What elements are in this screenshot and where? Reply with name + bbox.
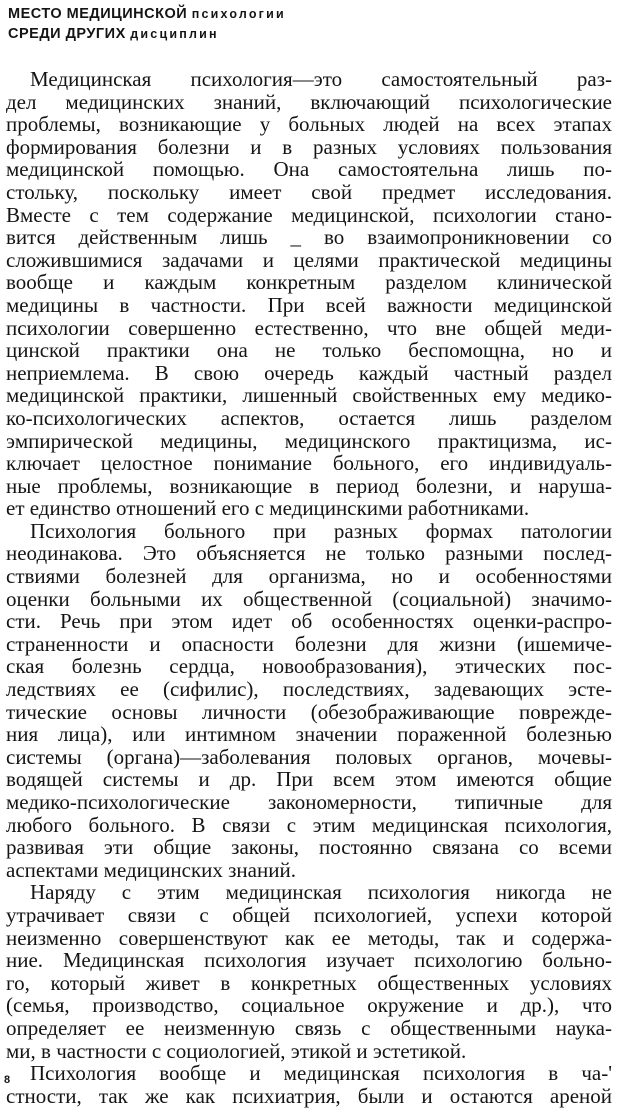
text-line: медицинской практики, лишенный свойственных ему медико- [6,383,612,408]
text-line: ствиями болезней для организма, но и особенностями [6,564,612,589]
text-line: медико-психологические закономерности, типичные для [6,790,612,814]
paragraph [6,68,612,520]
heading-line-1-small: психологии [191,7,286,21]
text-line: ледствиях ее (сифилис), последствиях, задевающих эсте- [6,677,612,702]
paragraph [6,1062,612,1107]
text-line: Наряду с этим медицинская психология никогда не [30,880,612,905]
page-number: 8 [4,1074,11,1086]
text-line: стольку, поскольку имеет свой предмет исследования. [6,179,612,204]
text-line: ние. Медицинская психология изучает психологию больно- [6,948,612,973]
heading-line-1-caps: МЕСТО МЕДИЦИНСКОЙ [8,6,188,22]
text-line: Психология вообще и медицинская психология в ча-' [30,1061,612,1086]
text-line: оценки больными их общественной (социальной) значимо- [6,586,612,611]
text-line: дел медицинских знаний, включающий психологические [6,89,612,114]
text-line: психологии совершенно естественно, что вне общей меди- [6,315,612,340]
text-line: формирования болезни и в разных условиях пользования [6,134,612,159]
text-line: вится действенным лишь _ во взаимопроникновении со [6,225,612,250]
text-line: проблемы, возникающие у больных людей на всех этапах [6,112,612,137]
body-text [6,68,612,1107]
text-line: ская болезнь сердца, новообразования), этических пос- [6,654,612,679]
text-line: Медицинская психология—это самостоятельный раз- [30,67,612,91]
text-line: вообще и каждым конкретным разделом клинической [6,270,612,295]
text-line: Вместе с тем содержание медицинской, психологии стано- [6,202,612,227]
text-line: ми, в частности с социологией, этикой и эстетикой. [6,1038,467,1063]
text-line: водящей системы и др. При всем этом имеются общие [6,767,612,792]
text-line: сложившимися задачами и целями практической медицины [6,247,612,272]
heading-line-1 [8,4,608,24]
text-line: го, который живет в конкретных общественных условиях [6,970,612,995]
text-line: любого больного. В связи с этим медицинская психология, [6,812,612,837]
heading-line-2 [8,24,608,44]
paragraph [6,520,612,882]
text-line: эмпирической медицины, медицинского практицизма, ис- [6,428,612,453]
text-line: аспектами медицинских знаний. [6,857,296,882]
text-line: неизменно совершенствуют как ее методы, так и содержа- [6,925,612,950]
text-line: тические основы личности (обезображивающие поврежде- [6,699,612,724]
paragraph [6,881,612,1062]
text-line: ет единство отношений его с медицинскими работниками. [6,496,530,521]
text-line: медицинской помощью. Она самостоятельна лишь по- [6,157,612,182]
text-line: ные проблемы, возникающие в период болезни, и наруша- [6,473,612,498]
text-line: утрачивает связи с общей психологией, успехи которой [6,902,612,927]
text-line: страненности и опасности болезни для жизни (ишемиче- [6,631,612,656]
text-line: неприемлема. В свою очередь каждый частный раздел [6,360,612,385]
text-line: сти. Речь при этом идет об особенностях оценки-распро- [6,609,612,634]
text-line: ключает целостное понимание больного, его индивидуаль- [6,451,612,476]
section-heading [8,4,608,44]
text-line: развивая эти общие законы, постоянно связана со всеми [6,835,612,860]
text-line: Психология больного при разных формах патологии [30,518,612,543]
text-line: (семья, производство, социальное окружение и др.), что [6,993,612,1018]
text-line: стности, так же как психиатрия, были и остаются ареной [6,1083,612,1108]
text-line: цинской практики она не только беспомощна, но и [6,338,612,363]
text-line: неодинакова. Это объясняется не только разными послед- [6,541,612,566]
text-line: системы (органа)—заболевания половых органов, мочевы- [6,744,612,769]
heading-line-2-caps: СРЕДИ ДРУГИХ [8,26,126,42]
text-line: ко-психологических аспектов, остается лишь разделом [6,405,612,430]
heading-line-2-small: дисциплин [130,27,219,41]
text-line: медицины в частности. При всей важности медицинской [6,292,612,317]
text-line: определяет ее неизменную связь с общественными наука- [6,1015,612,1040]
text-line: ния лица), или интимном значении пораженной болезнью [6,722,612,747]
